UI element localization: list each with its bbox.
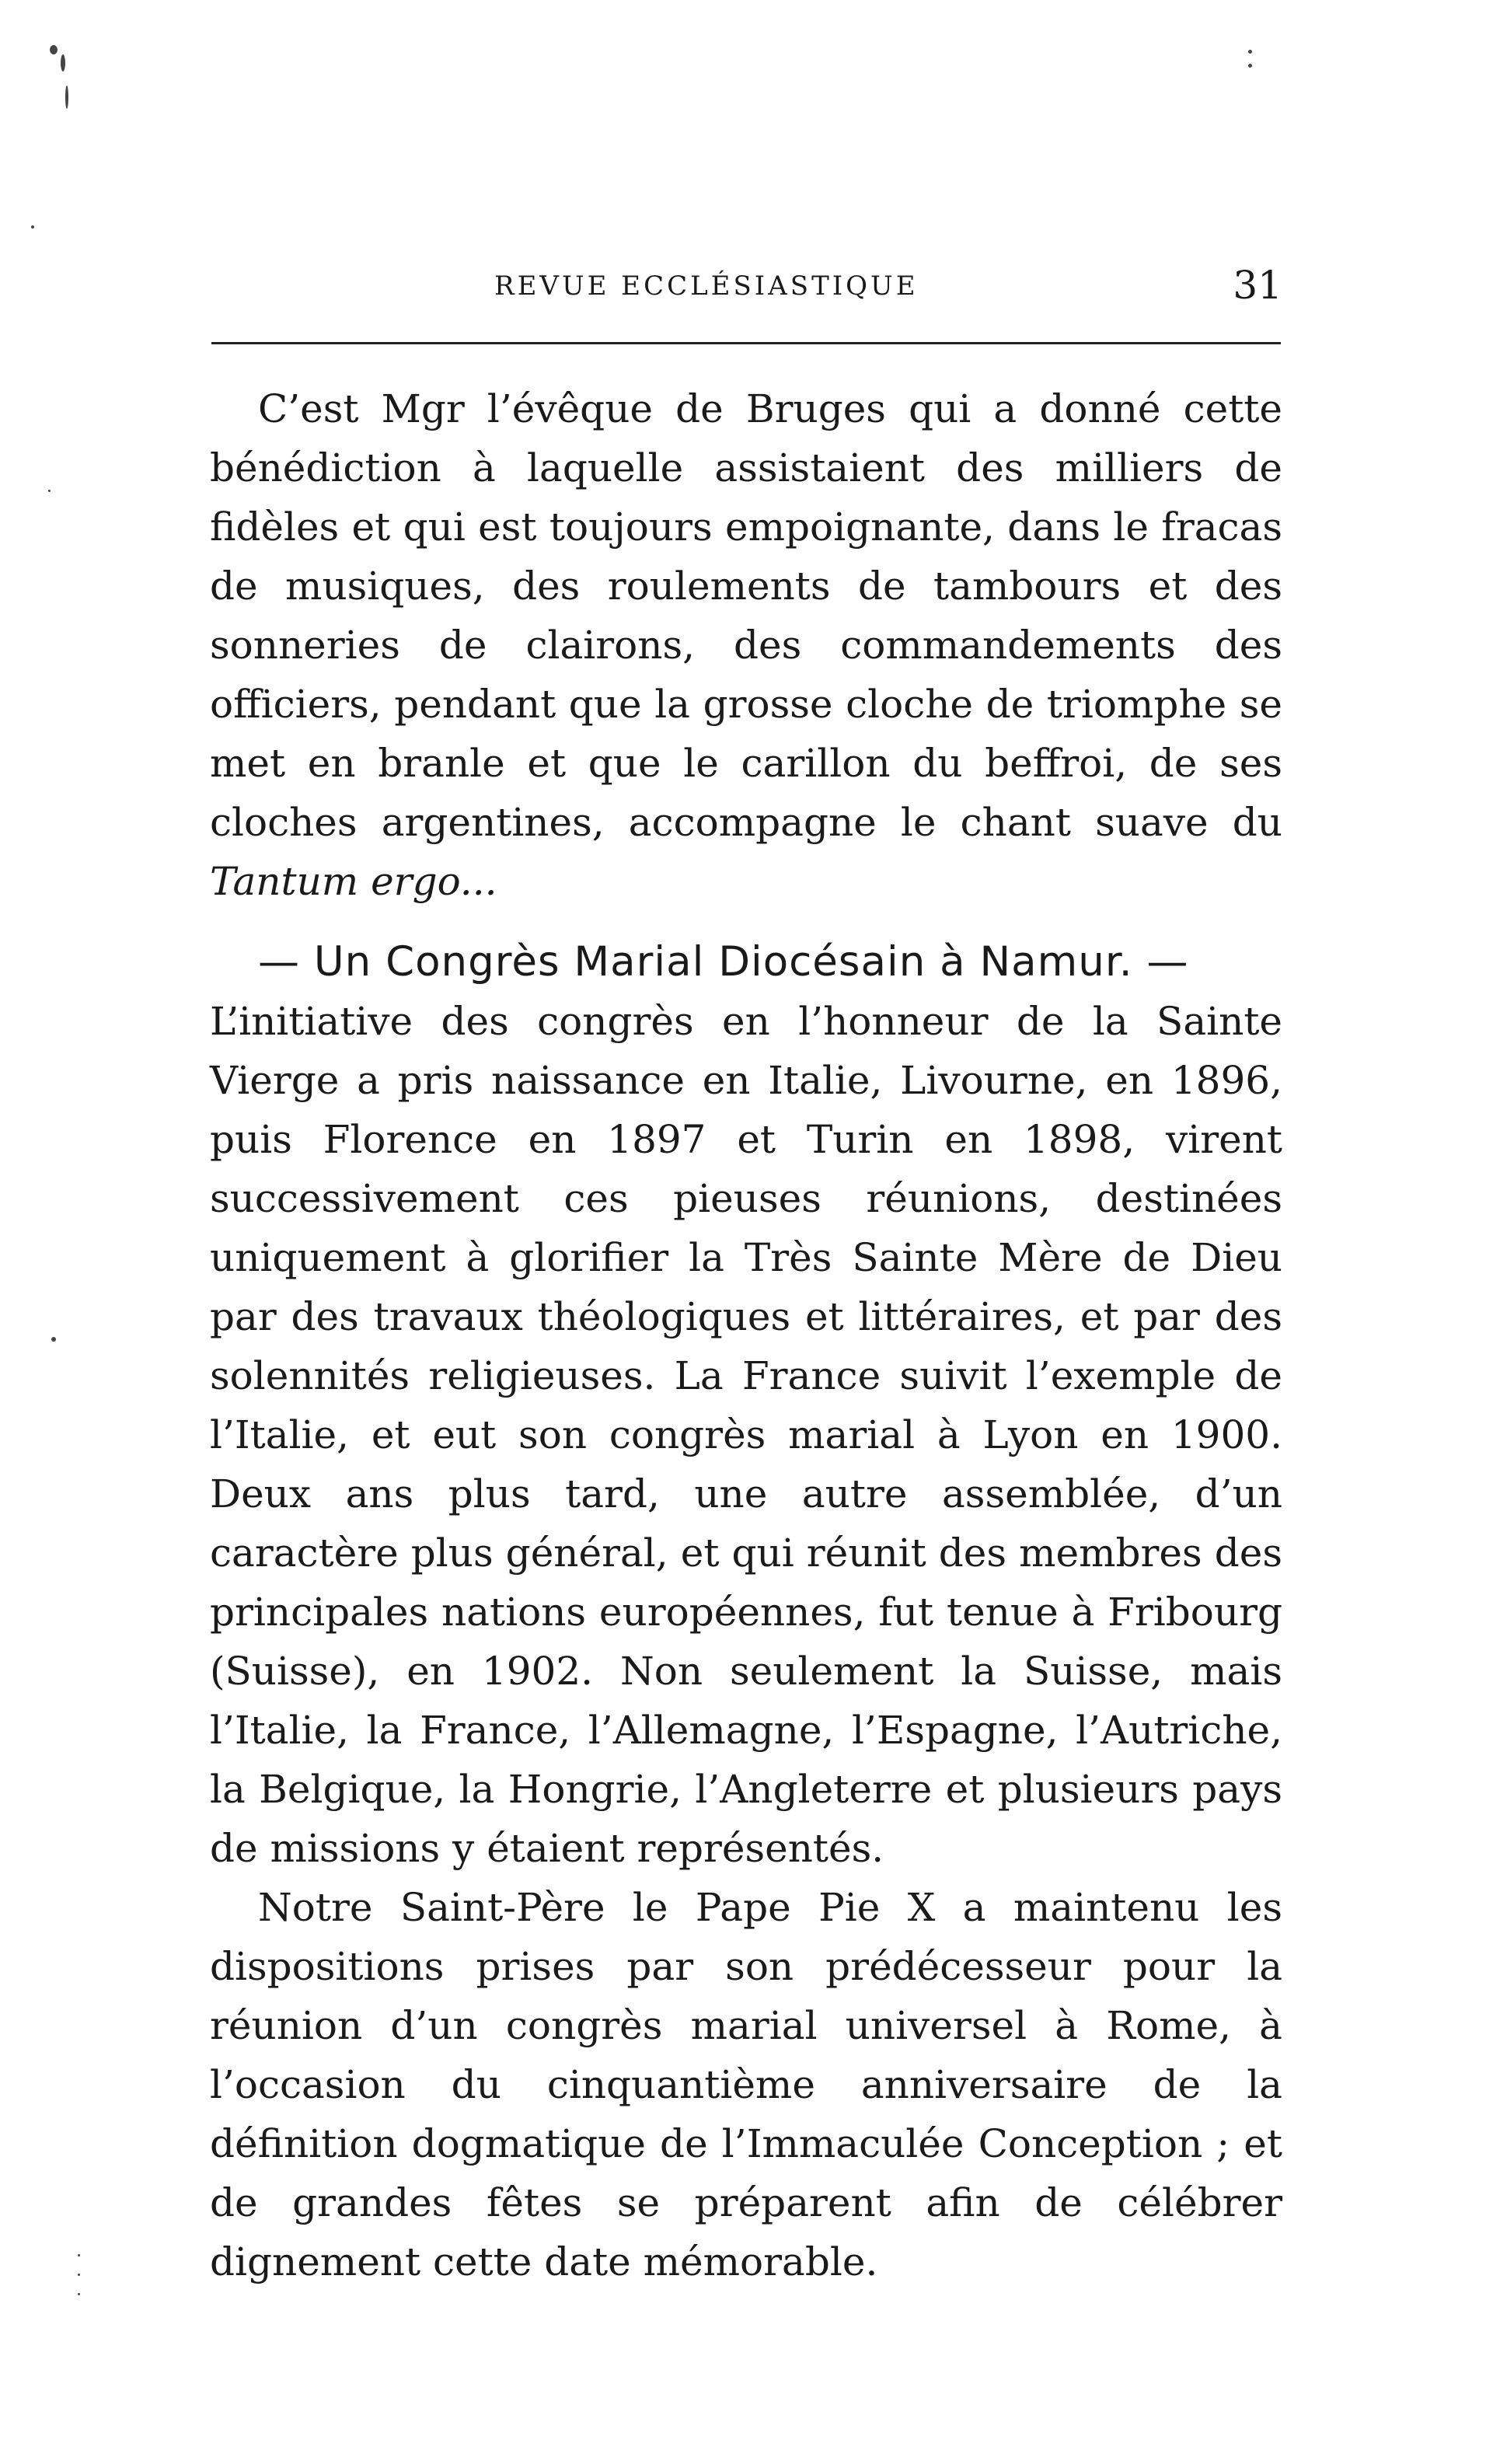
scan-speck	[1248, 50, 1252, 54]
paragraph-text: Notre Saint-Père le Pape Pie X a maintenu les dispositions prises par son prédécesseur pour la réunion d’un congrès marial universel à Rome, à l’occasion du cinquantième anniversaire de la définition dogmatique de l’Immaculée Conception ; et de grandes fêtes se préparent afin de célébrer dignement cette date mémorable.	[210, 1885, 1282, 2284]
scan-speck	[78, 2293, 80, 2295]
paragraph-text: L’initiative des congrès en l’honneur de la Sainte Vierge a pris naissance en Italie, Livourne, en 1896, puis Florence en 1897 et Turin en 1898, virent successivement ces pieuses réunions, destinées uniquement à glorifier la Très Sainte Mère de Dieu par des travaux théologiques et littéraires, et par des solennités religieuses. La France suivit l’exemple de l’Italie, et eut son congrès marial à Lyon en 1900. Deux ans plus tard, une autre assemblée, d’un caractère plus général, et qui réunit des membres des principales nations européennes, fut tenue à Fribourg (Suisse), en 1902. Non seulement la Suisse, mais l’Italie, la France, l’Allemagne, l’Espagne, l’Autriche, la Belgique, la Hongrie, l’Angleterre et plusieurs pays de missions y étaient représentés.	[210, 999, 1282, 1871]
scan-speck	[1248, 64, 1252, 68]
section-heading: — Un Congrès Marial Diocésain à Namur. —	[258, 938, 1189, 986]
scan-speck	[51, 1337, 56, 1342]
scan-speck	[31, 225, 34, 229]
scan-speck	[48, 490, 51, 492]
header-rule	[211, 342, 1281, 344]
page-header	[210, 263, 1282, 309]
scan-speck	[50, 45, 58, 54]
paragraph-gap	[210, 911, 1282, 933]
paragraph-bruges	[210, 379, 1282, 911]
scan-speck	[61, 54, 65, 72]
scan-speck	[78, 2254, 80, 2256]
running-title: REVUE ECCLÉSIASTIQUE	[494, 270, 919, 302]
scan-speck	[65, 86, 68, 109]
paragraph-pie-x	[210, 1878, 1282, 2291]
italic-latin: Tantum ergo...	[210, 859, 497, 904]
paragraph-text: C’est Mgr l’évêque de Bruges qui a donné cette bénédiction à laquelle assistaient des milliers de fidèles et qui est toujours empoignante, dans le fracas de musiques, des roulements de tambours et des sonneries de clairons, des commandements des officiers, pendant que la grosse cloche de triomphe se met en branle et que le carillon du beffroi, de ses cloches argentines, accompagne le chant suave du	[210, 386, 1282, 845]
paragraph-congres	[210, 933, 1282, 1878]
scan-speck	[78, 2274, 80, 2276]
page-number: 31	[1233, 263, 1282, 308]
article-body	[210, 379, 1282, 2291]
